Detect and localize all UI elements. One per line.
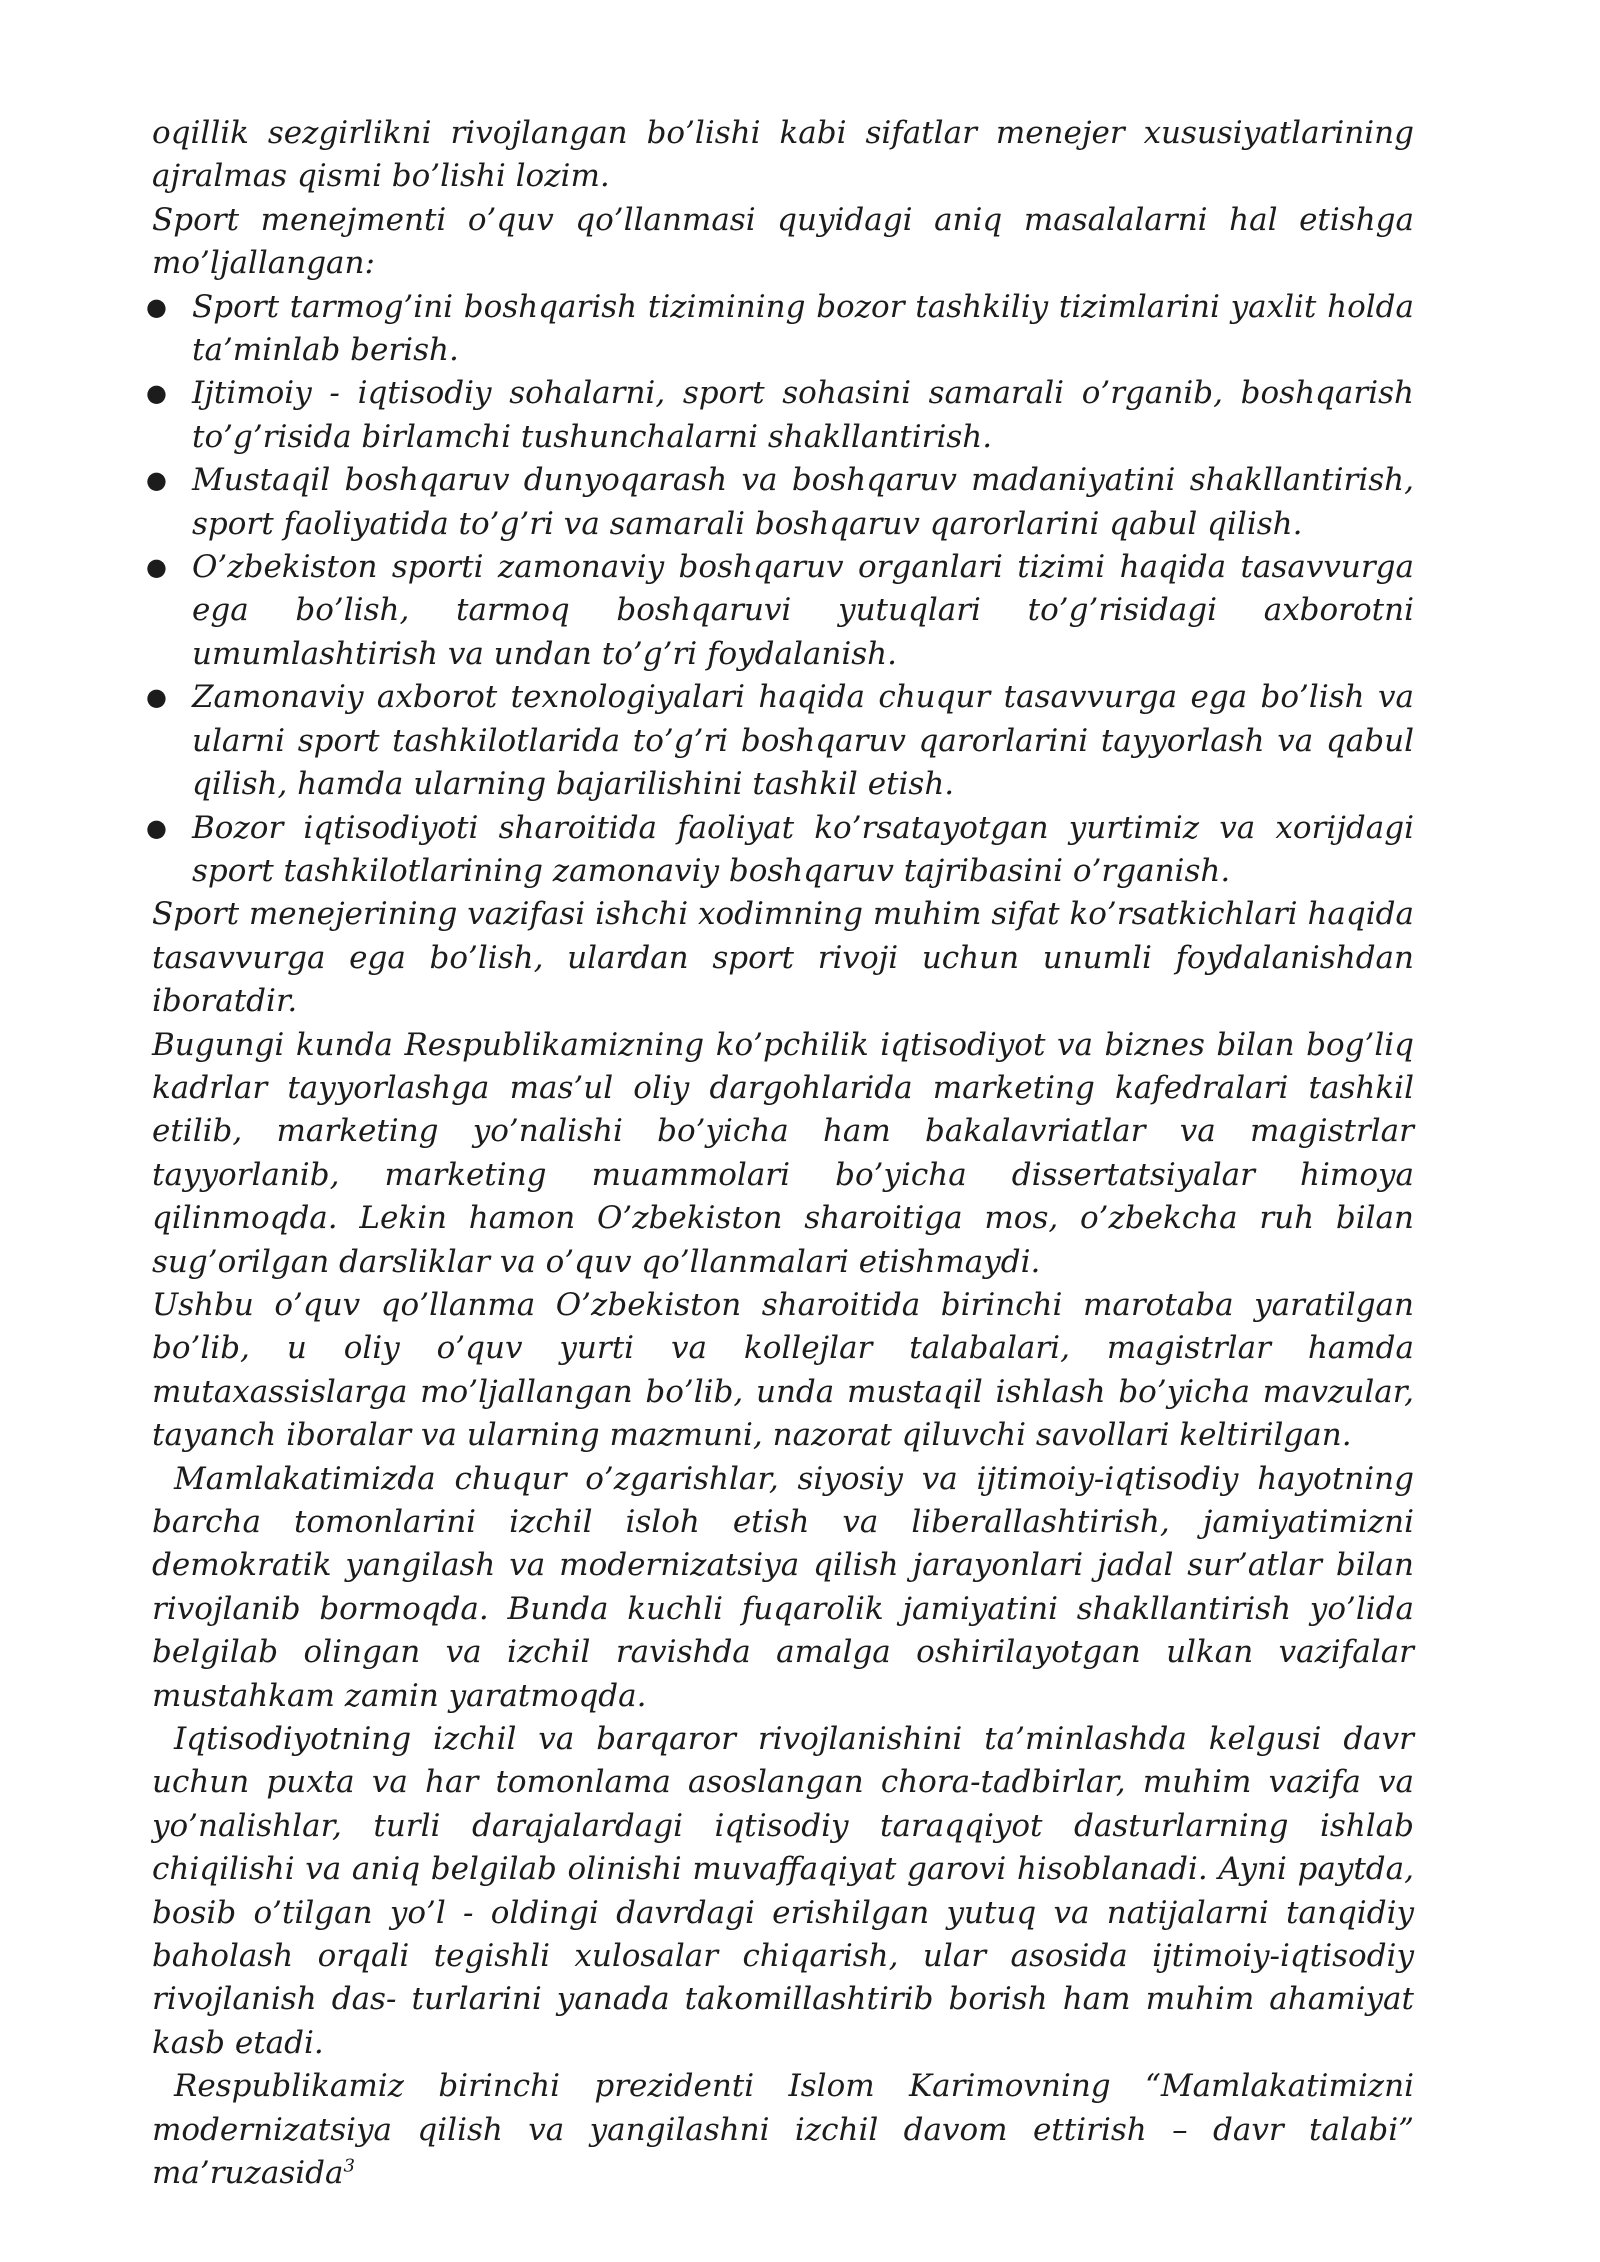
bullet-text: Bozor iqtisodiyoti sharoitida faoliyat ko’rsatayotgan yurtimiz va xorijdagi sport tashkilotlarining zamonaviy boshqaruv tajribasini o’rganish. [192,809,1414,889]
bullet-icon: ● [146,379,167,408]
bullet-text: Ijtimoiy - iqtisodiy sohalarni, sport sohasini samarali o’rganib, boshqarish to’g’risida birlamchi tushunchalarni shakllantirish. [192,375,1414,455]
last-paragraph-text: Respublikamiz birinchi prezidenti Islom Karimovning “Mamlakatimizni modernizatsiya qilish va yangilashni izchil davom ettirish – davr talabi” ma’ruzasida [152,2068,1414,2192]
bullet-item [146,676,1414,806]
bullet-text: Zamonaviy axborot texnologiyalari haqida chuqur tasavvurga ega bo’lish va ularni sport tashkilotlarida to’g’ri boshqaruv qarorlarini tayyorlash va qabul qilish, hamda ularning bajarilishini tashkil etish. [192,679,1414,803]
paragraph: Ushbu o’quv qo’llanma O’zbekiston sharoitida birinchi marotaba yaratilgan bo’lib, u oliy o’quv yurti va kollejlar talabalari, magistrlar hamda mutaxassislarga mo’ljallangan bo’lib, unda mustaqil ishlash bo’yicha mavzular, tayanch iboralar va ularning mazmuni, nazorat qiluvchi savollari keltirilgan. [152,1286,1414,1454]
footnote-mark[interactable]: 3 [343,2155,355,2177]
bullet-item [146,807,1414,894]
paragraph: Iqtisodiyotning izchil va barqaror rivojlanishini ta’minlashda kelgusi davr uchun puxta va har tomonlama asoslangan chora-tadbirlar, muhim vazifa va yo’nalishlar, turli darajalardagi iqtisodiy taraqqiyot dasturlarning ishlab chiqilishi va aniq belgilab olinishi muvaffaqiyat garovi hisoblanadi. Ayni paytda, bosib o’tilgan yo’l - oldingi davrdagi erishilgan yutuq va natijalarni tanqidiy baholash orqali tegishli xulosalar chiqarish, ular asosida ijtimoiy-iqtisodiy rivojlanish das- turlarini yanada takomillashtirib borish ham muhim ahamiyat kasb etadi. [152,1721,1414,2061]
bullet-item [146,459,1414,546]
bullet-text: O’zbekiston sporti zamonaviy boshqaruv organlari tizimi haqida tasavvurga ega bo’lish, tarmoq boshqaruvi yutuqlari to’g’risidagi axborotni umumlashtirish va undan to’g’ri foydalanish. [192,549,1414,672]
bullet-text: Sport tarmog’ini boshqarish tizimining bozor tashkiliy tizimlarini yaxlit holda ta’minlab berish. [192,288,1414,369]
paragraph: Sport menejerining vazifasi ishchi xodimning muhim sifat ko’rsatkichlari haqida tasavvurga ega bo’lish, ulardan sport rivoji uchun unumli foydalanishdan iboratdir. [152,896,1414,1020]
bullet-icon: ● [146,813,167,842]
paragraph: oqillik sezgirlikni rivojlangan bo’lishi kabi sifatlar menejer xususiyatlarining ajralmas qismi bo’lishi lozim. [152,115,1414,195]
bullet-text: Mustaqil boshqaruv dunyoqarash va boshqaruv madaniyatini shakllantirish, sport faoliyatida to’g’ri va samarali boshqaruv qarorlarini qabul qilish. [192,462,1414,542]
bullet-list [146,286,1414,894]
paragraph: Sport menejmenti o’quv qo’llanmasi quyidagi aniq masalalarni hal etishga mo’ljallangan: [152,201,1414,282]
bullet-item [146,372,1414,459]
last-paragraph [152,2065,1414,2195]
paragraph: Bugungi kunda Respublikamizning ko’pchilik iqtisodiyot va biznes bilan bog’liq kadrlar tayyorlashga mas’ul oliy dargohlarida marketing kafedralari tashkil etilib, marketing yo’nalishi bo’yicha ham bakalavriatlar va magistrlar tayyorlanib, marketing muammolari bo’yicha dissertatsiyalar himoya qilinmoqda. Lekin hamon O’zbekiston sharoitiga mos, o’zbekcha ruh bilan sug’orilgan darsliklar va o’quv qo’llanmalari etishmaydi. [152,1026,1414,1280]
paragraph: Mamlakatimizda chuqur o’zgarishlar, siyosiy va ijtimoiy-iqtisodiy hayotning barcha tomonlarini izchil isloh etish va liberallashtirish, jamiyatimizni demokratik yangilash va modernizatsiya qilish jarayonlari jadal sur’atlar bilan rivojlanib bormoqda. Bunda kuchli fuqarolik jamiyatini shakllantirish yo’lida belgilab olingan va izchil ravishda amalga oshirilayotgan ulkan vazifalar mustahkam zamin yaratmoqda. [152,1460,1414,1714]
document-page [146,112,1414,2196]
bullet-item [146,546,1414,676]
bullet-icon: ● [146,683,167,712]
bullet-icon: ● [146,292,167,321]
bullet-icon: ● [146,553,167,582]
bullet-item [146,286,1414,373]
bullet-icon: ● [146,466,167,495]
